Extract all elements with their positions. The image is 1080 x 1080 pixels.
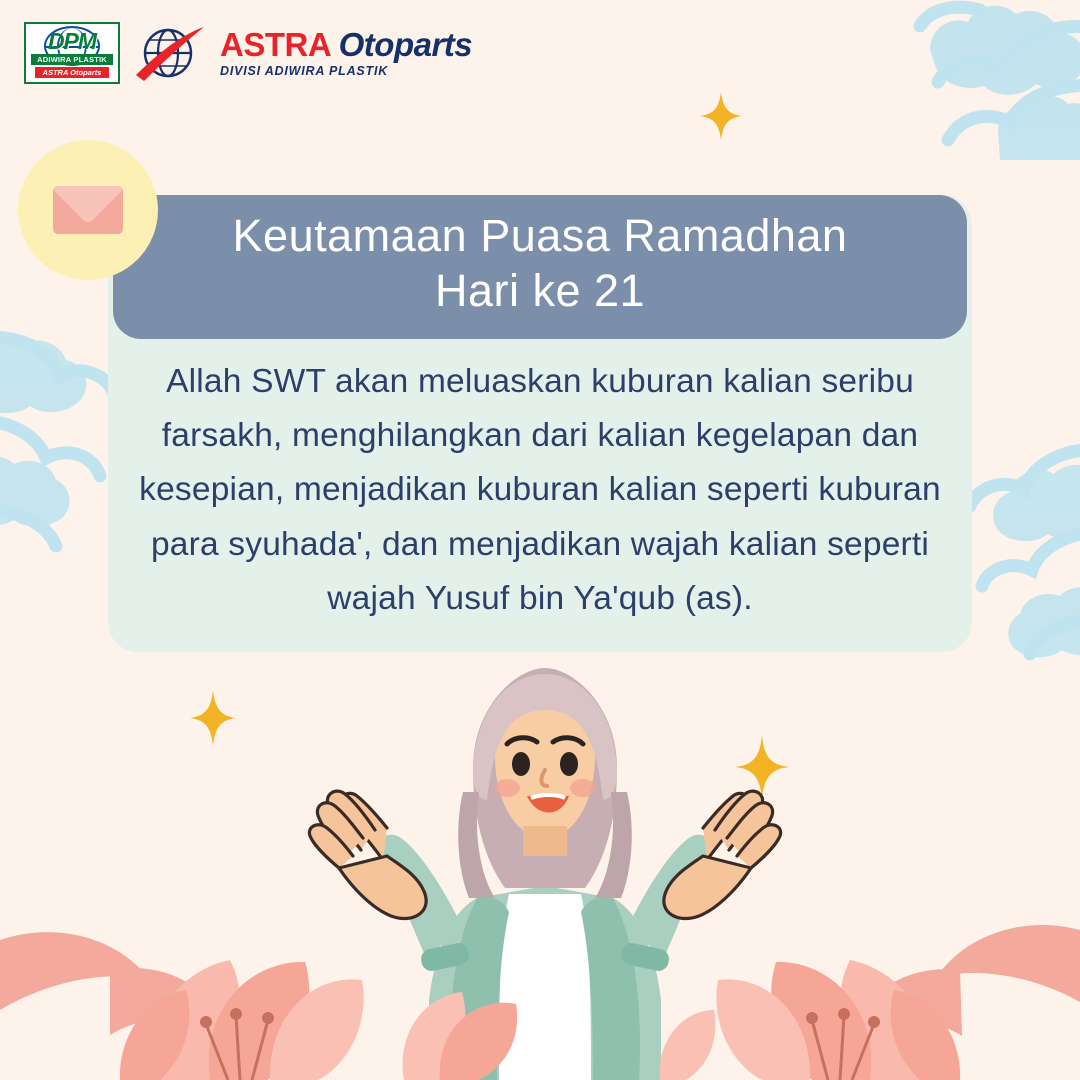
- astra-division-label: DIVISI ADIWIRA PLASTIK: [220, 64, 389, 79]
- brand-logo-bar: [24, 22, 472, 84]
- content-card: [108, 195, 972, 652]
- adiwira-logo-initials: DPM: [47, 28, 97, 54]
- otoparts-word: Otoparts: [338, 26, 473, 64]
- astra-otoparts-wordmark: [220, 28, 472, 78]
- adiwira-plastik-logo: [24, 22, 120, 84]
- pink-lily-flowers-illustration: [0, 820, 1080, 1080]
- body-text: Allah SWT akan meluaskan kuburan kalian seribu farsakh, menghilangkan dari kalian kegelapan dan kesepian, menjadikan kuburan kalian seperti kuburan para syuhada', dan menjadikan wajah kalian seperti wajah Yusuf bin Ya'qub (as).: [139, 362, 941, 617]
- yellow-star-sparkle: [190, 690, 236, 746]
- envelope-icon: [53, 186, 123, 234]
- adiwira-logo-band-bottom: ASTRA Otoparts: [35, 67, 110, 78]
- envelope-badge: [18, 140, 158, 280]
- astra-word: ASTRA: [220, 26, 330, 64]
- astra-globe-swoosh-icon: [134, 23, 206, 83]
- title-bar: [113, 195, 967, 339]
- yellow-star-sparkle: [700, 92, 742, 140]
- adiwira-logo-band-top: ADIWIRA PLASTIK: [31, 54, 113, 65]
- page-title-line-2: Hari ke 21: [434, 264, 646, 316]
- page-title-line-1: Keutamaan Puasa Ramadhan: [232, 210, 848, 261]
